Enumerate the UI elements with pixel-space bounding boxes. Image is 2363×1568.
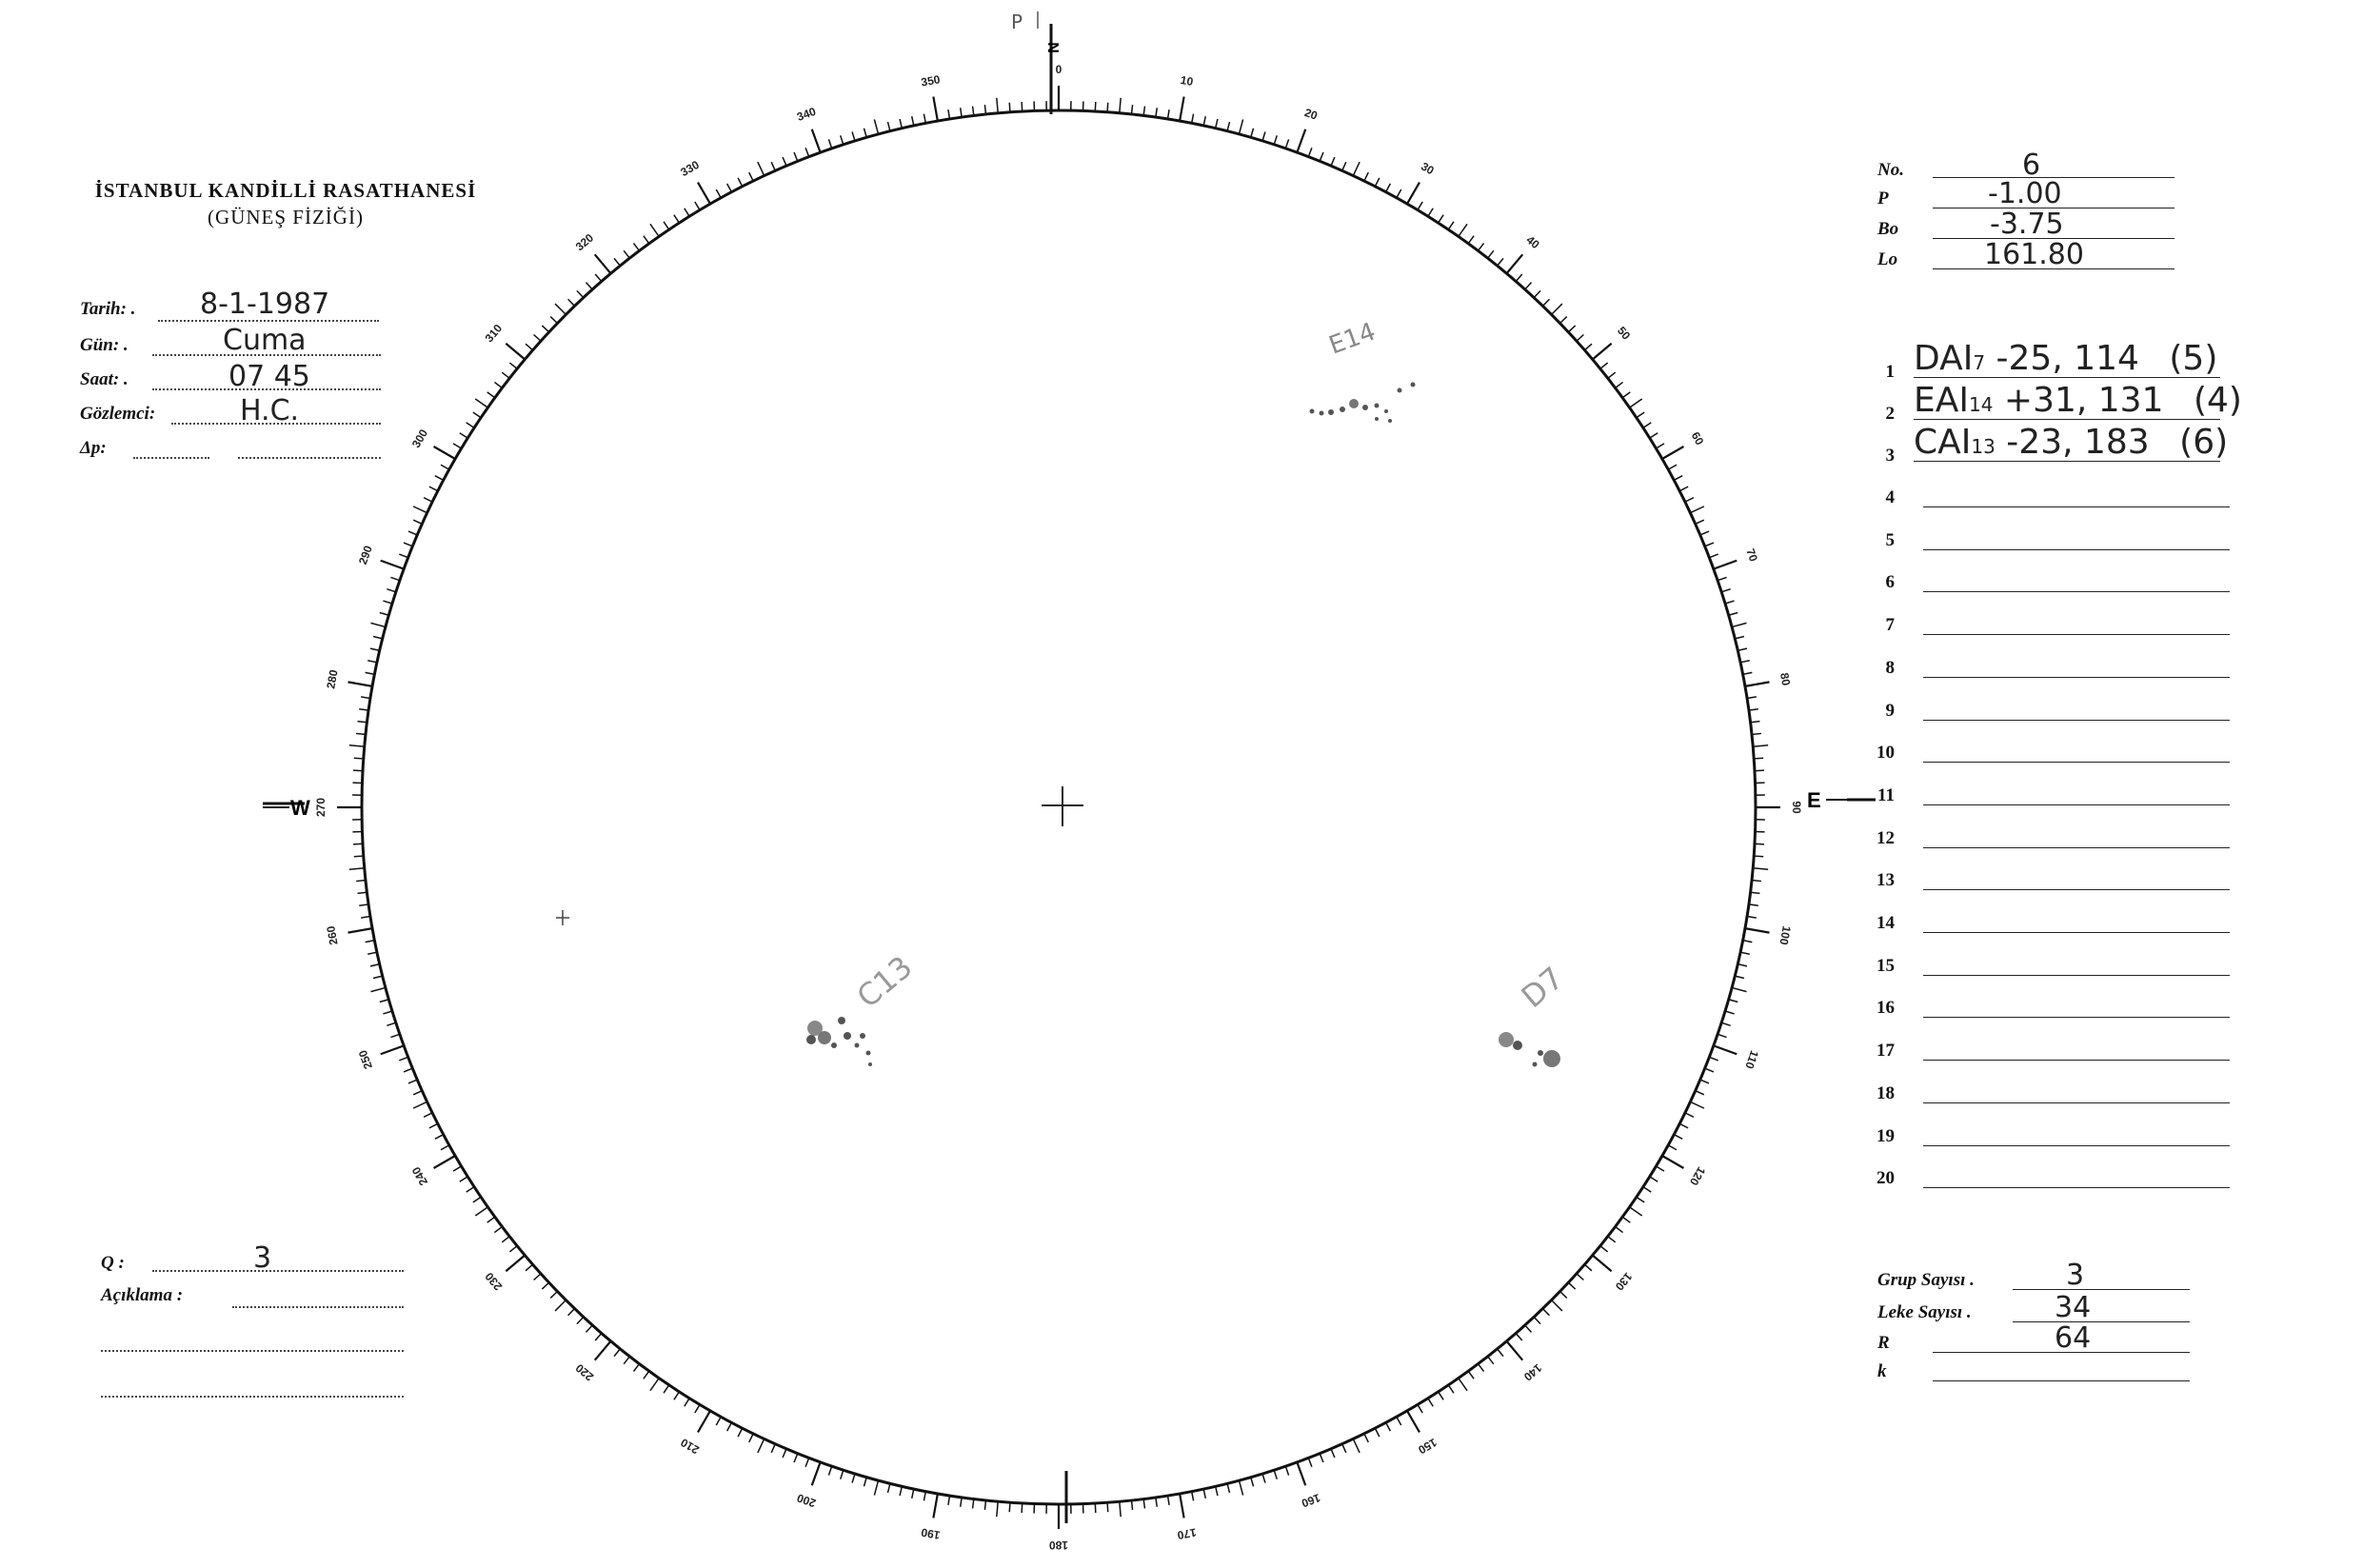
degree-tick [424, 1113, 432, 1117]
degree-tick [595, 254, 611, 273]
degree-tick [1593, 344, 1612, 360]
degree-tick [1407, 1411, 1420, 1433]
degree-tick [1747, 917, 1757, 919]
degree-tick [1732, 623, 1746, 626]
degree-tick [1168, 1496, 1170, 1505]
degree-tick [812, 129, 821, 152]
degree-label: 0 [1055, 63, 1062, 77]
degree-tick [771, 1444, 775, 1453]
degree-tick [874, 1480, 878, 1495]
degree-label: 260 [324, 924, 341, 946]
grup-value: 3 [2066, 1259, 2085, 1292]
degree-tick [738, 1428, 743, 1437]
degree-tick [1696, 520, 1704, 524]
degree-label: 280 [324, 668, 341, 690]
degree-label: 100 [1777, 924, 1794, 946]
degree-tick [1630, 1207, 1642, 1216]
degree-label: 110 [1742, 1048, 1761, 1071]
degree-tick [1714, 1045, 1737, 1054]
saat-value: 07 45 [228, 360, 310, 393]
bo-label: Bo [1877, 219, 1899, 239]
row-number: 20 [1876, 1168, 1895, 1189]
degree-tick [1285, 1466, 1288, 1475]
degree-label: 330 [678, 157, 702, 180]
degree-tick [434, 1156, 456, 1168]
row-line [1923, 720, 2230, 721]
p-label: P [1877, 189, 1889, 208]
degree-tick [614, 1349, 620, 1357]
group-label-d7: D7 [1514, 960, 1571, 1016]
degree-tick [1262, 1474, 1265, 1483]
row-line [1923, 549, 2230, 550]
degree-tick [475, 399, 487, 407]
degree-label: 30 [1419, 159, 1437, 178]
degree-tick [997, 1501, 998, 1517]
degree-ticks [337, 86, 1780, 1529]
lo-value: 161.80 [1984, 238, 2084, 271]
group-row-1: DAI7 -25, 114 (5) [1914, 339, 2218, 378]
saat-label: Saat: . [80, 369, 129, 389]
sunspot-group-e14 [1310, 383, 1416, 424]
handwritten-p: P [1011, 10, 1023, 33]
row-number: 4 [1885, 487, 1895, 507]
degree-label: 270 [314, 797, 328, 818]
degree-tick [1192, 114, 1194, 124]
degree-tick [526, 1264, 533, 1271]
degree-tick [475, 1207, 487, 1216]
degree-tick [1552, 304, 1562, 314]
small-cross-mark [556, 910, 569, 925]
degree-tick [948, 1496, 950, 1505]
aciklama-label: Açıklama : [101, 1285, 184, 1305]
degree-tick [1120, 98, 1121, 113]
sunspot-group-c13 [806, 1017, 872, 1066]
degree-tick [828, 1466, 831, 1475]
q-value: 3 [253, 1241, 272, 1275]
degree-label: 70 [1743, 546, 1760, 564]
degree-tick [1753, 745, 1768, 746]
degree-tick [413, 506, 427, 513]
degree-tick [633, 243, 639, 250]
leke-label: Leke Sayısı . [1877, 1302, 1972, 1322]
row-line [1923, 804, 2230, 805]
degree-label: 220 [572, 1360, 597, 1384]
degree-tick [555, 1300, 566, 1311]
degree-tick [367, 661, 377, 663]
gozlemci-value: H.C. [240, 394, 300, 427]
degree-label: 180 [1048, 1538, 1069, 1552]
degree-label: 170 [1176, 1525, 1198, 1542]
degree-tick [367, 952, 377, 954]
row-line [1923, 677, 2230, 678]
degree-tick [1679, 486, 1688, 491]
row-number: 15 [1876, 955, 1895, 976]
group-row-3: CAI13 -23, 183 (6) [1914, 423, 2229, 462]
degree-tick [1584, 1264, 1592, 1271]
degree-tick [1643, 1187, 1651, 1192]
degree-tick [1239, 1480, 1242, 1495]
degree-tick [1725, 1011, 1735, 1014]
degree-labels [314, 63, 1803, 1552]
degree-label: 10 [1179, 72, 1195, 89]
degree-tick [1674, 1135, 1682, 1140]
row-line [1923, 932, 2230, 933]
degree-tick [1714, 561, 1737, 569]
row-number: 16 [1876, 998, 1895, 1019]
degree-tick [1696, 1091, 1704, 1095]
degree-tick [1662, 447, 1684, 459]
degree-tick [1507, 1341, 1523, 1360]
west-label: W [290, 796, 310, 820]
row-number: 13 [1876, 870, 1895, 891]
dp-label: Δp: [80, 438, 107, 458]
degree-tick [1386, 184, 1391, 192]
row-number: 7 [1885, 615, 1895, 636]
degree-label: 300 [408, 427, 431, 450]
degree-tick [1600, 363, 1608, 368]
observatory-subtitle: (GÜNEŞ FİZİĞİ) [208, 206, 364, 228]
degree-label: 200 [795, 1491, 818, 1511]
degree-label: 60 [1688, 429, 1707, 447]
degree-label: 50 [1614, 324, 1634, 343]
degree-tick [348, 928, 373, 933]
degree-label: 230 [482, 1269, 506, 1294]
degree-tick [1120, 1501, 1121, 1517]
degree-tick [1593, 1256, 1612, 1272]
degree-label: 350 [920, 72, 942, 89]
degree-tick [633, 1364, 639, 1372]
degree-label: 310 [482, 321, 506, 346]
row-number: 1 [1885, 362, 1895, 382]
degree-tick [1353, 162, 1360, 176]
degree-tick [997, 98, 998, 113]
degree-tick [812, 1462, 821, 1485]
lo-label: Lo [1877, 249, 1898, 269]
degree-tick [1745, 682, 1770, 686]
gun-label: Gün: . [80, 335, 129, 355]
center-cross-icon [1042, 786, 1083, 826]
degree-label: 40 [1523, 232, 1542, 252]
row-number: 5 [1885, 529, 1895, 550]
degree-label: 80 [1777, 671, 1794, 687]
row-number: 11 [1877, 784, 1895, 805]
row-number: 3 [1885, 446, 1895, 466]
row-line [1923, 889, 2230, 890]
degree-tick [1552, 1300, 1562, 1311]
group-row-2: EAI14 +31, 131 (4) [1914, 381, 2242, 420]
degree-tick [1192, 1492, 1194, 1501]
degree-tick [674, 1392, 679, 1399]
degree-tick [1747, 697, 1757, 699]
degree-tick [1753, 868, 1768, 869]
degree-tick [1718, 1034, 1726, 1037]
degree-tick [413, 1102, 427, 1108]
degree-tick [1239, 119, 1242, 133]
degree-tick [586, 1325, 593, 1332]
degree-tick [1650, 433, 1658, 438]
degree-tick [933, 1494, 938, 1518]
row-number: 6 [1885, 572, 1895, 593]
degree-label: 130 [1612, 1269, 1636, 1294]
row-number: 14 [1876, 913, 1895, 933]
degree-tick [1439, 215, 1443, 223]
row-line [1923, 634, 2230, 635]
no-label: No. [1877, 160, 1904, 180]
degree-label: 320 [572, 230, 597, 254]
degree-label: 140 [1520, 1360, 1545, 1384]
degree-tick [349, 868, 365, 869]
degree-tick [467, 1187, 474, 1192]
degree-tick [1459, 224, 1467, 236]
degree-tick [1342, 1444, 1346, 1453]
row-line [1923, 1145, 2230, 1146]
degree-tick [1662, 1156, 1684, 1168]
degree-tick [1407, 183, 1420, 205]
degree-label: 20 [1302, 106, 1320, 123]
degree-tick [370, 987, 385, 991]
row-line [1923, 506, 2230, 507]
degree-tick [506, 1256, 525, 1272]
degree-label: 340 [795, 104, 818, 124]
north-label: N [1044, 42, 1061, 53]
degree-label: 250 [355, 1048, 375, 1071]
degree-tick [1690, 506, 1704, 513]
gun-value: Cuma [223, 324, 307, 357]
degree-tick [1459, 1379, 1467, 1391]
row-number: 19 [1876, 1125, 1895, 1146]
degree-tick [1386, 1422, 1391, 1431]
degree-tick [1507, 254, 1523, 273]
degree-tick [595, 1341, 611, 1360]
r-value: 64 [2055, 1321, 2092, 1355]
degree-label: 190 [920, 1525, 942, 1542]
row-number: 8 [1885, 657, 1895, 678]
degree-label: 150 [1416, 1435, 1440, 1458]
degree-tick [1375, 1428, 1380, 1437]
degree-tick [727, 184, 732, 192]
degree-tick [698, 1411, 710, 1433]
row-line [1923, 1102, 2230, 1103]
k-label: k [1877, 1361, 1887, 1381]
row-number: 2 [1885, 404, 1895, 424]
degree-label: 240 [408, 1164, 431, 1188]
degree-tick [1353, 1439, 1360, 1453]
east-label: E [1807, 788, 1821, 812]
degree-label: 90 [1789, 801, 1803, 814]
observatory-title: İSTANBUL KANDİLLİ RASATHANESİ [94, 179, 477, 202]
degree-tick [1364, 172, 1368, 181]
degree-tick [650, 224, 659, 236]
group-label-c13: C13 [849, 948, 920, 1016]
degree-tick [381, 1045, 404, 1054]
degree-tick [1643, 423, 1651, 427]
q-label: Q : [101, 1253, 125, 1273]
degree-tick [1516, 274, 1522, 282]
tarih-label: Tarih: . [80, 299, 136, 319]
degree-tick [852, 1474, 855, 1483]
p-value: -1.00 [1988, 177, 2062, 210]
degree-tick [874, 119, 878, 133]
degree-label: 120 [1686, 1164, 1709, 1188]
degree-tick [506, 344, 525, 360]
degree-tick [381, 561, 404, 569]
row-number: 17 [1876, 1041, 1895, 1062]
row-number: 18 [1876, 1082, 1895, 1103]
row-line [1923, 1060, 2230, 1061]
degree-tick [435, 1135, 444, 1140]
group-label-e14: E14 [1325, 317, 1380, 361]
sunspot-group-d7 [1499, 1032, 1560, 1067]
degree-tick [1297, 129, 1305, 152]
row-number: 10 [1876, 743, 1895, 764]
gozlemci-label: Gözlemci: [80, 404, 156, 424]
degree-tick [650, 1379, 659, 1391]
degree-tick [1718, 577, 1726, 580]
degree-tick [1516, 1333, 1522, 1340]
degree-tick [577, 1317, 584, 1323]
row-number: 9 [1885, 700, 1895, 721]
grup-label: Grup Sayısı . [1877, 1270, 1975, 1290]
degree-tick [727, 1422, 732, 1431]
row-line [1923, 975, 2230, 976]
degree-tick [1650, 1177, 1658, 1181]
degree-label: 210 [678, 1435, 702, 1458]
row-number: 12 [1876, 827, 1895, 848]
r-label: R [1877, 1333, 1890, 1353]
degree-tick [698, 183, 710, 205]
degree-tick [1630, 399, 1642, 407]
degree-label: 160 [1300, 1491, 1322, 1511]
degree-tick [1690, 1102, 1704, 1108]
row-line [1923, 1187, 2230, 1188]
degree-tick [1297, 1462, 1305, 1485]
degree-tick [349, 745, 365, 746]
tarih-value: 8-1-1987 [200, 288, 330, 321]
row-line [1923, 762, 2230, 763]
degree-tick [1180, 1494, 1184, 1518]
degree-tick [1428, 1399, 1433, 1406]
degree-tick [434, 447, 456, 459]
degree-tick [1439, 1392, 1443, 1399]
degree-tick [348, 682, 373, 686]
degree-tick [1745, 928, 1770, 933]
no-value: 6 [2022, 149, 2041, 182]
row-line [1923, 591, 2230, 592]
degree-tick [758, 1439, 764, 1453]
degree-tick [1568, 326, 1575, 332]
row-line [1923, 1017, 2230, 1018]
degree-tick [1725, 601, 1735, 604]
degree-label: 290 [355, 544, 375, 566]
leke-value: 34 [2055, 1291, 2092, 1324]
degree-tick [1732, 987, 1746, 991]
bo-value: -3.75 [1990, 208, 2064, 241]
degree-tick [758, 162, 764, 176]
degree-tick [370, 623, 385, 626]
degree-tick [1679, 1123, 1688, 1128]
solar-limb-circle [362, 110, 1756, 1504]
row-line [1923, 847, 2230, 848]
degree-tick [555, 304, 566, 314]
degree-tick [933, 97, 938, 122]
degree-tick [1180, 97, 1184, 122]
degree-tick [1577, 335, 1583, 342]
